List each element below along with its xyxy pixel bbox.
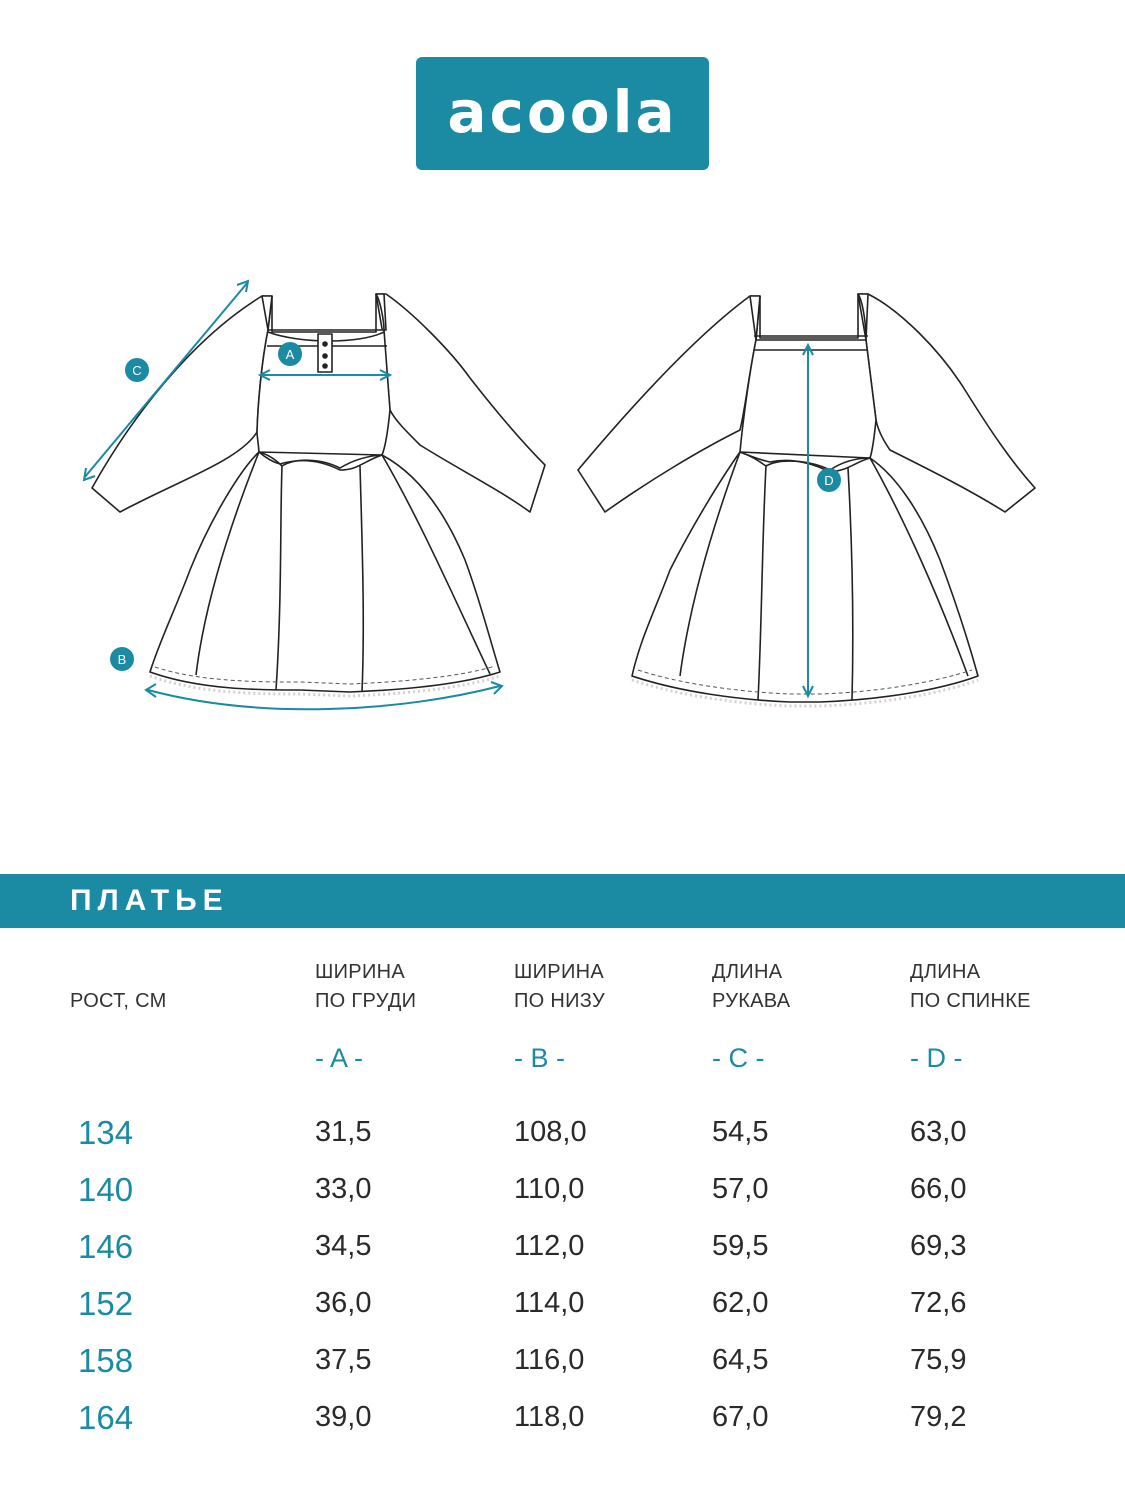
code-c: - C - <box>712 1043 765 1073</box>
row-a: 31,5 <box>315 1116 372 1148</box>
row-d: 79,2 <box>910 1401 967 1433</box>
marker-d: D <box>824 473 834 488</box>
code-b: - B - <box>514 1043 565 1073</box>
row-c: 54,5 <box>712 1116 769 1148</box>
marker-c: C <box>132 363 142 378</box>
row-c: 67,0 <box>712 1401 769 1433</box>
row-height: 164 <box>78 1399 134 1436</box>
table-row <box>0 1228 1125 1272</box>
header-height <box>70 987 167 1016</box>
row-b: 108,0 <box>514 1116 587 1148</box>
header-a-line2: ПО ГРУДИ <box>315 990 417 1012</box>
row-d: 72,6 <box>910 1287 967 1319</box>
row-b: 114,0 <box>514 1287 585 1319</box>
table-row <box>0 1171 1125 1215</box>
size-table-title: ПЛАТЬЕ <box>70 884 229 917</box>
code-a: - A - <box>315 1043 364 1073</box>
dress-back-view <box>578 294 1035 702</box>
back-skirt <box>632 452 978 702</box>
row-height: 158 <box>78 1342 134 1379</box>
header-b-line1: ШИРИНА <box>514 961 605 983</box>
row-a: 37,5 <box>315 1344 372 1376</box>
header-c-line2: РУКАВА <box>712 990 791 1012</box>
marker-b: B <box>117 652 127 667</box>
table-row <box>0 1114 1125 1158</box>
header-c-line1: ДЛИНА <box>712 961 783 983</box>
table-row <box>0 1399 1125 1443</box>
dress-technical-drawing <box>0 240 1125 800</box>
row-a: 33,0 <box>315 1173 372 1205</box>
dress-front-view <box>92 294 545 692</box>
row-b: 118,0 <box>514 1401 585 1433</box>
table-row <box>0 1285 1125 1329</box>
brand-logo-text: acoola <box>447 77 678 146</box>
row-d: 75,9 <box>910 1344 967 1376</box>
table-row <box>0 1342 1125 1386</box>
row-d: 66,0 <box>910 1173 967 1205</box>
header-a <box>315 958 416 1016</box>
brand-logo <box>416 57 709 170</box>
row-a: 39,0 <box>315 1401 372 1433</box>
row-c: 64,5 <box>712 1344 769 1376</box>
row-height: 146 <box>78 1228 134 1265</box>
header-a-line1: ШИРИНА <box>315 961 406 983</box>
row-c: 59,5 <box>712 1230 769 1262</box>
row-b: 112,0 <box>514 1230 585 1262</box>
row-a: 36,0 <box>315 1287 372 1319</box>
header-d <box>910 958 1031 1016</box>
row-d: 69,3 <box>910 1230 967 1262</box>
size-table-title-band <box>0 874 1125 928</box>
row-height: 134 <box>78 1114 134 1151</box>
row-c: 62,0 <box>712 1287 769 1319</box>
header-d-line1: ДЛИНА <box>910 961 981 983</box>
header-d-line2: ПО СПИНКЕ <box>910 990 1031 1012</box>
row-a: 34,5 <box>315 1230 372 1262</box>
row-height: 140 <box>78 1171 134 1208</box>
header-b-line2: ПО НИЗУ <box>514 990 605 1012</box>
row-d: 63,0 <box>910 1116 967 1148</box>
row-c: 57,0 <box>712 1173 769 1205</box>
row-b: 110,0 <box>514 1173 585 1205</box>
row-height: 152 <box>78 1285 134 1322</box>
code-d: - D - <box>910 1043 963 1073</box>
header-c <box>712 958 790 1016</box>
row-b: 116,0 <box>514 1344 585 1376</box>
header-height-label: РОСТ, СМ <box>70 990 167 1012</box>
header-b <box>514 958 605 1016</box>
marker-a: A <box>285 347 295 362</box>
front-skirt <box>150 452 500 692</box>
